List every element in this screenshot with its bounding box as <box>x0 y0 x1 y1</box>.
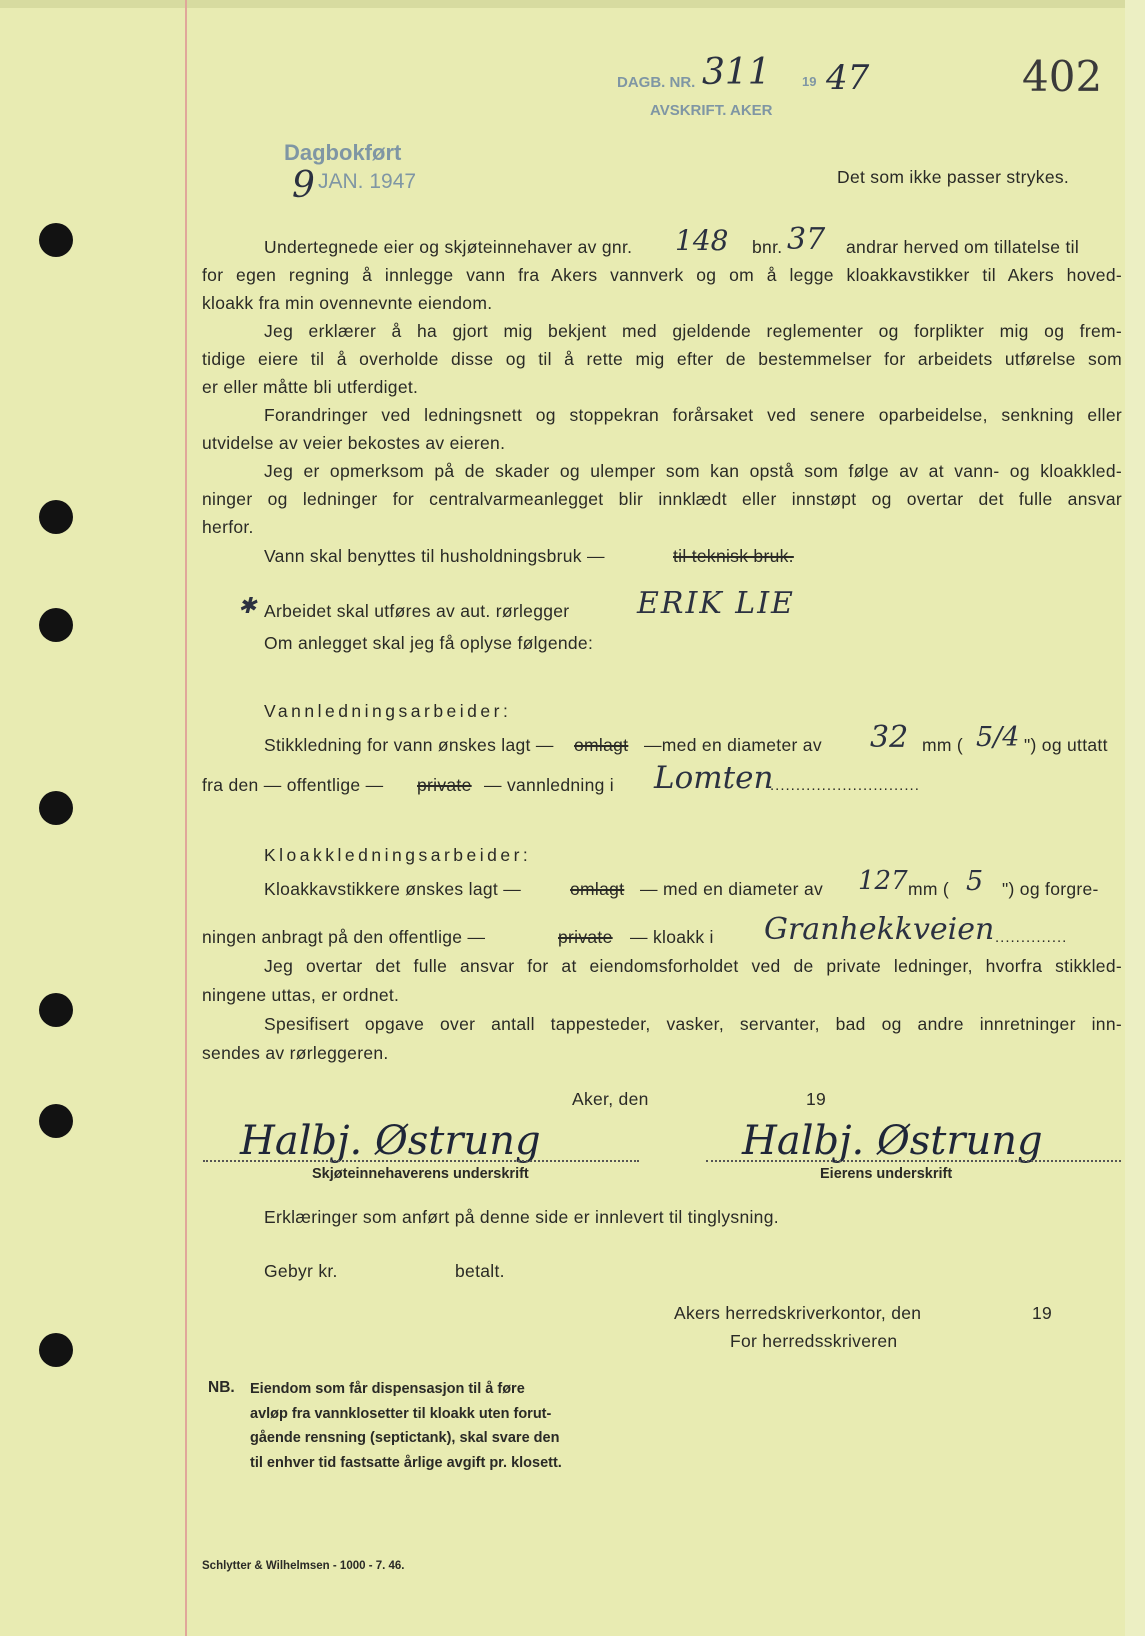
sewer-diameter-mm: 127 <box>858 866 908 896</box>
water-fill-dots: ............................. <box>770 777 920 794</box>
dagbok-year-prefix: 19 <box>802 74 817 89</box>
water-use-struck: til teknisk bruk. <box>673 546 794 566</box>
dagbok-nr-value: 311 <box>702 52 771 93</box>
binder-hole-icon <box>39 608 73 642</box>
page-top-edge <box>0 0 1145 8</box>
sewer-street: Granhekkveien <box>764 912 995 947</box>
binder-hole-icon <box>39 791 73 825</box>
binder-hole-icon <box>39 500 73 534</box>
bnr-value: 37 <box>787 222 826 257</box>
page-number: 402 <box>1022 52 1103 101</box>
owner-signature: Halbj. Østrung <box>240 1118 541 1164</box>
nb-label: NB. <box>208 1379 235 1396</box>
water-line1-c: mm ( <box>922 735 964 755</box>
p4-line1: Jeg er opmerksom på de skader og ulemper som kan opstå som følge av at vann- og kloakkled- <box>264 461 1122 481</box>
nb-note-text <box>250 1377 562 1475</box>
water-line2-a: fra den — offentlige — <box>202 775 384 795</box>
nb-line: gående rensning (septictank), skal svare den <box>250 1430 560 1446</box>
info-intro: Om anlegget skal jeg få oplyse følgende: <box>264 633 594 653</box>
p1-line1-c: andrar herved om tillatelse til <box>846 237 1080 257</box>
for-herredsskriveren: For herredsskriveren <box>730 1331 898 1351</box>
water-line1-a: Stikkledning for vann ønskes lagt — <box>264 735 554 755</box>
dagbok-nr-label: DAGB. NR. <box>617 74 696 91</box>
spec-line1: Spesifisert opgave over antall tappesteder, vasker, servanter, bad og andre innretninger inn- <box>264 1014 1122 1034</box>
dagbokfort-stamp: Dagbokført <box>284 140 402 165</box>
asterisk-mark-icon: ✱ <box>238 594 257 619</box>
water-line2-struck: private <box>417 775 472 795</box>
paid-label: betalt. <box>455 1261 505 1281</box>
p3-line1: Forandringer ved ledningsnett og stoppekran forårsaket ved senere oparbeidelse, senkning eller <box>264 405 1122 425</box>
office-year: 19 <box>1032 1303 1053 1323</box>
water-section-heading: Vannledningsarbeider: <box>264 701 512 721</box>
p2-line3: er eller måtte bli utferdiget. <box>202 377 419 397</box>
place-date-label: Aker, den <box>572 1089 649 1109</box>
gnr-value: 148 <box>675 224 729 257</box>
spec-line2: sendes av rørleggeren. <box>202 1043 389 1063</box>
dagbok-year-value: 47 <box>826 58 870 98</box>
sewer-line1-b: — med en diameter av <box>640 879 824 899</box>
water-diameter-mm: 32 <box>870 720 909 755</box>
dagbokfort-day: 9 <box>292 165 315 206</box>
p4-line3: herfor. <box>202 517 254 537</box>
plumber-name: ERIK LIE <box>637 586 795 621</box>
strike-instruction-note: Det som ikke passer strykes. <box>837 167 1070 187</box>
sewer-diameter-inch: 5 <box>966 866 984 897</box>
sewer-line1-c: mm ( <box>908 879 950 899</box>
water-line1-struck: omlagt <box>574 735 629 755</box>
owner-signature-line <box>203 1160 639 1162</box>
page-right-edge <box>1125 0 1145 1636</box>
sewer-line1-struck: omlagt <box>570 879 625 899</box>
dagbokfort-date: JAN. 1947 <box>318 170 417 193</box>
binder-hole-icon <box>39 1104 73 1138</box>
printer-imprint: Schlytter & Wilhelmsen - 1000 - 7. 46. <box>202 1560 405 1572</box>
p2-line1: Jeg erklærer å ha gjort mig bekjent med gjeldende reglementer og forplikter mig og frem- <box>264 321 1122 341</box>
p1-line1-b: bnr. <box>752 237 783 257</box>
responsibility-line2: ningene uttas, er ordnet. <box>202 985 400 1005</box>
sewer-fill-dots: .............. <box>995 929 1068 946</box>
nb-line: avløp fra vannklosetter til kloakk uten forut- <box>250 1405 552 1422</box>
nb-line: Eiendom som får dispensasjon til å føre <box>250 1381 525 1397</box>
eier-signature-caption: Eierens underskrift <box>820 1166 953 1182</box>
p1-line3: kloakk fra min ovennevnte eiendom. <box>202 293 493 313</box>
binder-hole-icon <box>39 1333 73 1367</box>
p1-line2: for egen regning å innlegge vann fra Akers vannverk og om å legge kloakkavstikker til Akers hoved- <box>202 265 1122 285</box>
water-use-text: Vann skal benyttes til husholdningsbruk — <box>264 546 605 566</box>
office-line: Akers herredskriverkontor, den <box>674 1303 922 1323</box>
nb-line: til enhver tid fastsatte årlige avgift pr. klosett. <box>250 1454 562 1471</box>
plumber-label: Arbeidet skal utføres av aut. rørlegger <box>264 601 570 621</box>
fee-label: Gebyr kr. <box>264 1261 338 1281</box>
water-line2-b: — vannledning i <box>484 775 614 795</box>
sewer-section-heading: Kloakkledningsarbeider: <box>264 845 532 865</box>
binder-hole-icon <box>39 223 73 257</box>
owner-signature-caption: Skjøteinnehaverens underskrift <box>312 1166 529 1182</box>
sewer-line2-a: ningen anbragt på den offentlige — <box>202 927 486 947</box>
binder-hole-icon <box>39 993 73 1027</box>
sewer-line2-b: — kloakk i <box>630 927 714 947</box>
sewer-line1-a: Kloakkavstikkere ønskes lagt — <box>264 879 522 899</box>
water-street: Lomten <box>654 760 774 796</box>
place-date-year: 19 <box>806 1089 827 1109</box>
avskrift-stamp: AVSKRIFT. AKER <box>650 102 773 119</box>
sewer-line1-d: ") og forgre- <box>1002 879 1099 899</box>
water-line1-b: —med en diameter av <box>644 735 822 755</box>
eier-signature: Halbj. Østrung <box>742 1118 1043 1164</box>
eier-signature-line <box>706 1160 1121 1162</box>
p2-line2: tidige eiere til å overholde disse og til å rette mig efter de bestemmelser for arbeidets utførelse som <box>202 349 1122 369</box>
water-diameter-inch: 5/4 <box>976 722 1020 753</box>
p1-line1-a: Undertegnede eier og skjøteinnehaver av gnr. <box>264 237 633 257</box>
water-line1-d: ") og uttatt <box>1024 735 1108 755</box>
sewer-line2-struck: private <box>558 927 613 947</box>
registration-statement: Erklæringer som anført på denne side er innlevert til tinglysning. <box>264 1207 779 1227</box>
margin-line <box>185 0 187 1636</box>
p3-line2: utvidelse av veier bekostes av eieren. <box>202 433 506 453</box>
p4-line2: ninger og ledninger for centralvarmeanlegget blir innklædt eller innstøpt og overtar det fulle ansvar <box>202 489 1122 509</box>
responsibility-line1: Jeg overtar det fulle ansvar for at eiendomsforholdet ved de private ledninger, hvorfra stikkled- <box>264 956 1122 976</box>
